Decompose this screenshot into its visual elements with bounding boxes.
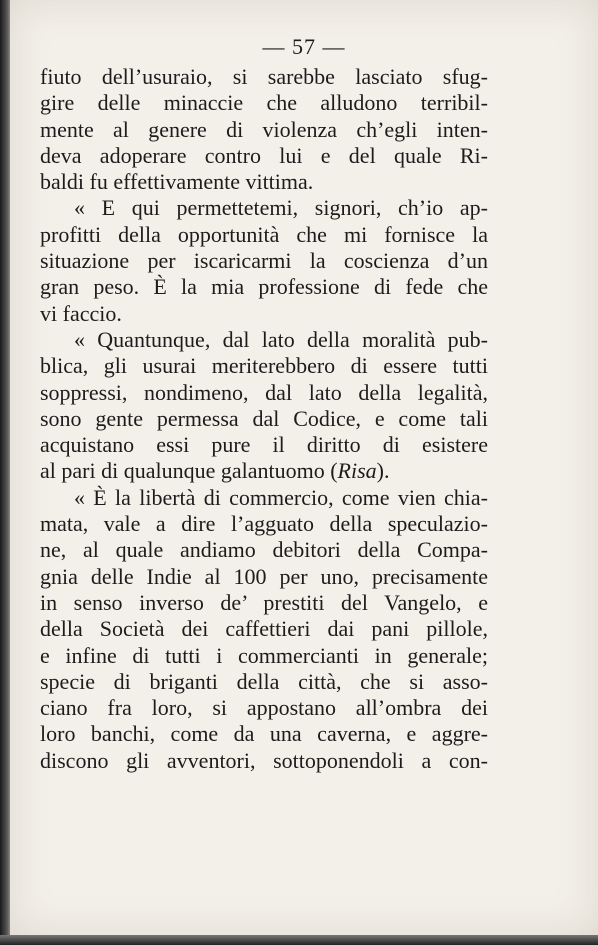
text-line: loro banchi, come da una caverna, e aggre- (40, 721, 488, 747)
body-text (40, 64, 488, 774)
book-page (10, 0, 598, 935)
text-line: acquistano essi pure il diritto di esistere (40, 432, 488, 458)
text-line: in senso inverso de’ prestiti del Vangelo, e (40, 589, 488, 615)
text-line: gire delle minaccie che alludono terribil- (40, 90, 488, 116)
text-line: soppressi, nondimeno, dal lato della legalità, (40, 379, 488, 405)
text-line: vi faccio. (40, 300, 122, 326)
italic-word: Risa (337, 458, 377, 484)
text-line: della Società dei caffettieri dai pani pillole, (40, 616, 488, 642)
text-line: gnia delle Indie al 100 per uno, precisamente (40, 563, 488, 589)
text-line: sono gente permessa dal Codice, e come tali (40, 405, 488, 431)
text-line: mata, vale a dire l’agguato della speculazio- (40, 511, 488, 537)
text-line: blica, gli usurai meriterebbero di essere tutti (40, 353, 488, 379)
text-line: gran peso. È la mia professione di fede che (40, 274, 488, 300)
text-line: « È la libertà di commercio, come vien chia- (74, 484, 488, 510)
text-line: deva adoperare contro lui e del quale Ri- (40, 142, 488, 168)
text-line: mente al genere di violenza ch’egli inten- (40, 116, 488, 142)
text-line: fiuto dell’usuraio, si sarebbe lasciato sfug- (40, 64, 488, 89)
book-spine-shadow (0, 0, 10, 945)
text-line: al pari di qualunque galantuomo (Risa). (40, 458, 390, 484)
text-line: e infine di tutti i commercianti in generale; (40, 642, 488, 668)
page-number: — 57 — (262, 34, 346, 59)
text-line: profitti della opportunità che mi fornisce la (40, 221, 488, 247)
text-line: ciano fra loro, si appostano all’ombra dei (40, 695, 488, 721)
text-line: baldi fu effettivamente vittima. (40, 169, 314, 195)
text-line: « Quantunque, dal lato della moralità pub- (74, 326, 488, 352)
text-line: « E qui permettetemi, signori, ch’io ap- (74, 195, 488, 221)
page-bottom-edge (0, 935, 598, 945)
text-line: ne, al quale andiamo debitori della Compa- (40, 537, 488, 563)
text-line: discono gli avventori, sottoponendoli a con- (40, 747, 488, 773)
text-line: specie di briganti della città, che si asso- (40, 668, 488, 694)
text-line: situazione per iscaricarmi la coscienza d’un (40, 248, 488, 274)
